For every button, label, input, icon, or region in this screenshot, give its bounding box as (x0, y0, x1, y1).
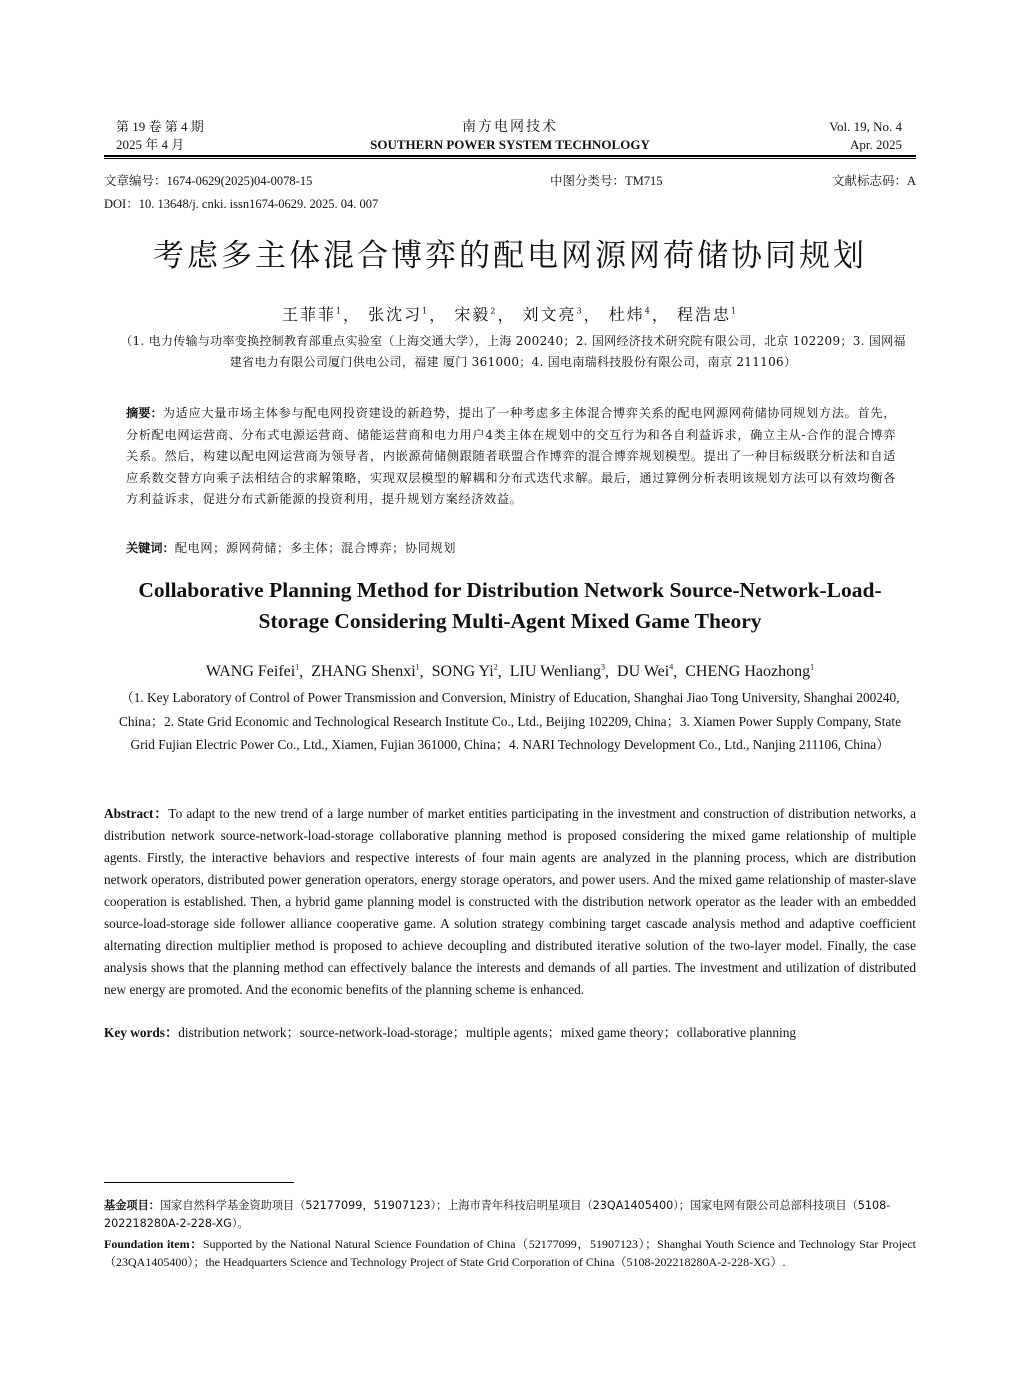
keywords-en-text: distribution network；source-network-load-storage；multiple agents；mixed game theory；collaborative planning (178, 1025, 797, 1040)
header-rule-thin (104, 158, 916, 159)
author-list-en: WANG Feifei$^1$, ZHANG Shenxi$^1$, SONG Yi$^2$, LIU Wenliang$^3$, DU Wei$^4$, CHENG Haozhong$^1$ (205, 663, 815, 681)
author-zh: 张沈习$^1$ (368, 305, 430, 325)
journal-name (104, 118, 916, 154)
keywords-en-label: Key words： (104, 1025, 179, 1040)
abstract-en-text: To adapt to the new trend of a large number of market entities participating in the investment and construction of distribution networks, a distribution network source-network-load-storage collaborative planning method is proposed considering the mixed game relationship of multiple agents. Firstly, the interactive behaviors and respective interests of four main agents are analyzed in the planning process, which are distribution network operators, distributed power generation operators, energy storage operators, and power users. And the mixed game relationship of master-slave cooperation is established. Then, a hybrid game planning model is constructed with the distribution network operator as the leader with an embedded source-load-storage side follower alliance cooperative game. A solution strategy combining target cascade analysis method and adaptive coefficient alternating direction multiplier method is proposed to achieve decoupling and distributed iterative solution of the two-layer model. Finally, the case analysis shows that the planning method can effectively balance the interests and demands of all parties. The investment and utilization of distributed new energy are promoted. And the economic benefits of the planning scheme is enhanced. (104, 806, 916, 997)
author-en: SONG Yi$^2$ (431, 663, 498, 681)
document-code: 文献标志码：A (831, 174, 916, 188)
funding-en-text: Supported by the National Natural Science Foundation of China（52177099，51907123）；Shanghai Youth Science and Technology Star Project（23QA1405400）；the Headquarters Science and Technology Project of State Grid Corporation of China（5108-202218280A-2-228-XG）. (104, 1237, 916, 1269)
affiliations-zh: （1. 电力传输与功率变换控制教育部重点实验室（上海交通大学），上海 200240；2. 国网经济技术研究院有限公司，北京 102209；3. 国网福建省电力有限公司厦门供电公司，福建 厦门 361000；4. 国电南瑞科技股份有限公司，南京 211106） (120, 334, 906, 369)
paper-title-en: Collaborative Planning Method for Distribution Network Source-Network-Load-Storage Considering Multi-Agent Mixed Game Theory (138, 578, 882, 633)
keywords-zh-text: 配电网；源网荷储；多主体；混合博弈；协同规划 (174, 541, 457, 555)
funding-en (104, 1235, 916, 1271)
abstract-en (104, 803, 916, 1001)
author-en: ZHANG Shenxi$^1$ (311, 663, 420, 681)
journal-header (104, 118, 916, 154)
author-en: DU Wei$^4$ (617, 663, 674, 681)
abstract-zh (126, 403, 896, 511)
author-zh: 程浩忠$^1$ (676, 305, 739, 325)
funding-zh (104, 1197, 916, 1233)
funding-zh-label: 基金项目： (104, 1199, 160, 1212)
keywords-en (104, 1022, 916, 1044)
keywords-zh (126, 538, 896, 558)
article-number: 文章编号：1674-0629(2025)04-0078-15 (104, 174, 313, 188)
funding-zh-text: 国家自然科学基金资助项目（52177099，51907123）；上海市青年科技启明星项目（23QA1405400）；国家电网有限公司总部科技项目（5108-202218280A-2-228-XG）。 (104, 1199, 891, 1230)
keywords-zh-label: 关键词： (126, 541, 175, 555)
abstract-zh-label: 摘要： (126, 406, 163, 420)
funding-en-label: Foundation item： (104, 1237, 203, 1251)
clc-number: 中图分类号：TM715 (550, 174, 663, 188)
author-list-zh: 王菲菲$^1$， 张沈习$^1$， 宋毅$^2$， 刘文亮$^3$， 杜炜$^4$， 程浩忠$^1$ (281, 305, 739, 325)
doi: DOI：10. 13648/j. cnki. issn1674-0629. 2025. 04. 007 (104, 197, 379, 211)
header-rule-thick (104, 155, 916, 157)
volume-issue: 第 19 卷 第 4 期 2025 年 4 月 (116, 119, 204, 152)
author-zh: 刘文亮$^3$ (522, 305, 584, 325)
author-zh: 杜炜$^4$ (608, 305, 652, 325)
volume-issue-en: Vol. 19, No. 4 Apr. 2025 (829, 119, 902, 152)
paper-title-zh: 考虑多主体混合博弈的配电网源网荷储协同规划 (153, 238, 867, 274)
author-en: LIU Wenliang$^3$ (509, 663, 606, 681)
abstract-zh-text: 为适应大量市场主体参与配电网投资建设的新趋势，提出了一种考虑多主体混合博弈关系的配电网源网荷储协同规划方法。首先，分析配电网运营商、分布式电源运营商、储能运营商和电力用户4类主体在规划中的交互行为和各自利益诉求，确立主从-合作的混合博弈关系。然后，构建以配电网运营商为领导者，内嵌源荷储侧跟随者联盟合作博弈的混合博弈规划模型。提出了一种目标级联分析法和自适应系数交替方向乘子法相结合的求解策略，实现双层模型的解耦和分布式迭代求解。最后，通过算例分析表明该规划方法可以有效均衡各方利益诉求，促进分布式新能源的投资利用，提升规划方案经济效益。 (126, 406, 896, 507)
author-en: WANG Feifei$^1$ (205, 663, 300, 681)
author-zh: 王菲菲$^1$ (281, 305, 344, 325)
abstract-en-label: Abstract： (104, 806, 169, 821)
author-en: CHENG Haozhong$^1$ (685, 663, 815, 681)
journal-name-zh: 南方电网技术 (462, 119, 558, 135)
author-zh: 宋毅$^2$ (454, 305, 498, 325)
affiliations-en: （1. Key Laboratory of Control of Power Transmission and Conversion, Ministry of Education, Shanghai Jiao Tong University, Shanghai 200240, China；2. State Grid Economic and Technological Research Institute Co., Ltd., Beijing 102209, China；3. Xiamen Power Supply Company, State Grid Fujian Electric Power Co., Ltd., Xiamen, Fujian 361000, China；4. NARI Technology Development Co., Ltd., Nanjing 211106, China） (119, 690, 901, 752)
footnote-rule (104, 1182, 294, 1183)
journal-name-en: SOUTHERN POWER SYSTEM TECHNOLOGY (370, 137, 650, 152)
